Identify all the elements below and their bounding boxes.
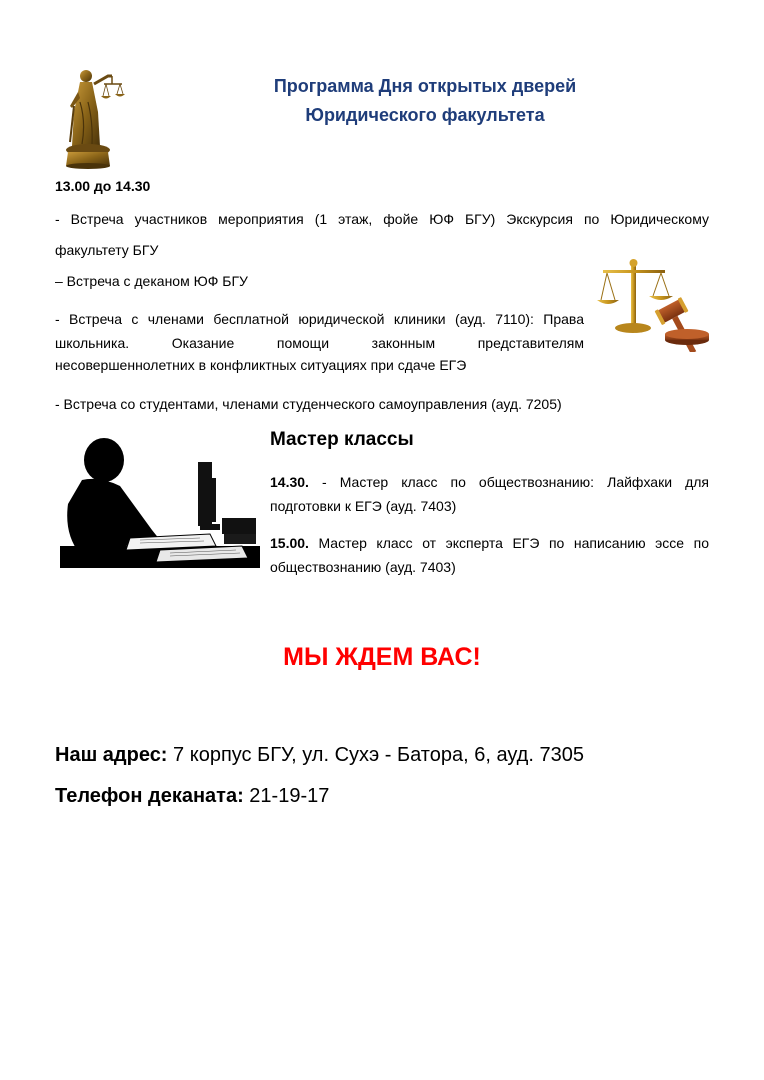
schedule-item-3-line-1: - Встреча с членами бесплатной юридической клиники (ауд. 7110): Права xyxy=(55,311,584,327)
phone-label: Телефон деканата: xyxy=(55,785,244,807)
slogan: МЫ ЖДЕМ ВАС! xyxy=(283,643,481,671)
schedule-item-2: – Встреча с деканом ЮФ БГУ xyxy=(55,273,248,289)
schedule-item-1-line-2: факультету БГУ xyxy=(55,242,159,258)
address-value: 7 корпус БГУ, ул. Сухэ - Батора, 6, ауд. 7305 xyxy=(167,744,584,766)
phone-line xyxy=(55,785,329,808)
themis-statue-image xyxy=(60,62,132,170)
schedule-item-1-line-1: - Встреча участников мероприятия (1 этаж, фойе ЮФ БГУ) Экскурсия по Юридическому xyxy=(55,211,709,227)
schedule-item-3-line-3: несовершеннолетних в конфликтных ситуациях при сдаче ЕГЭ xyxy=(55,357,467,373)
scales-gavel-image xyxy=(595,256,715,352)
student-silhouette-image xyxy=(60,434,260,568)
schedule-item-3-line-2: школьника. Оказание помощи законным представителям xyxy=(55,335,584,351)
master-class-2-line-2: обществознанию (ауд. 7403) xyxy=(270,559,456,575)
address-line xyxy=(55,744,584,767)
title-line-2: Юридического факультета xyxy=(305,105,545,125)
master-class-1-line-2: подготовки к ЕГЭ (ауд. 7403) xyxy=(270,498,457,514)
master-class-1-text: - Мастер класс по обществознанию: Лайфхаки для xyxy=(308,474,709,490)
title-line-1: Программа Дня открытых дверей xyxy=(273,76,577,96)
master-class-2-line-1 xyxy=(270,533,709,553)
master-class-1-time: 14.30. xyxy=(270,474,309,490)
address-label: Наш адрес: xyxy=(55,744,168,766)
schedule-item-4: - Встреча со студентами, членами студенческого самоуправления (ауд. 7205) xyxy=(55,396,562,412)
phone-value: 21-19-17 xyxy=(243,785,330,807)
master-classes-heading: Мастер классы xyxy=(270,429,414,450)
master-class-2-time: 15.00. xyxy=(270,535,309,551)
schedule-time: 13.00 до 14.30 xyxy=(55,178,151,194)
page-title xyxy=(200,72,650,130)
master-class-2-text: Мастер класс от эксперта ЕГЭ по написанию эссе по xyxy=(308,535,709,551)
master-class-1-line-1 xyxy=(270,472,709,492)
